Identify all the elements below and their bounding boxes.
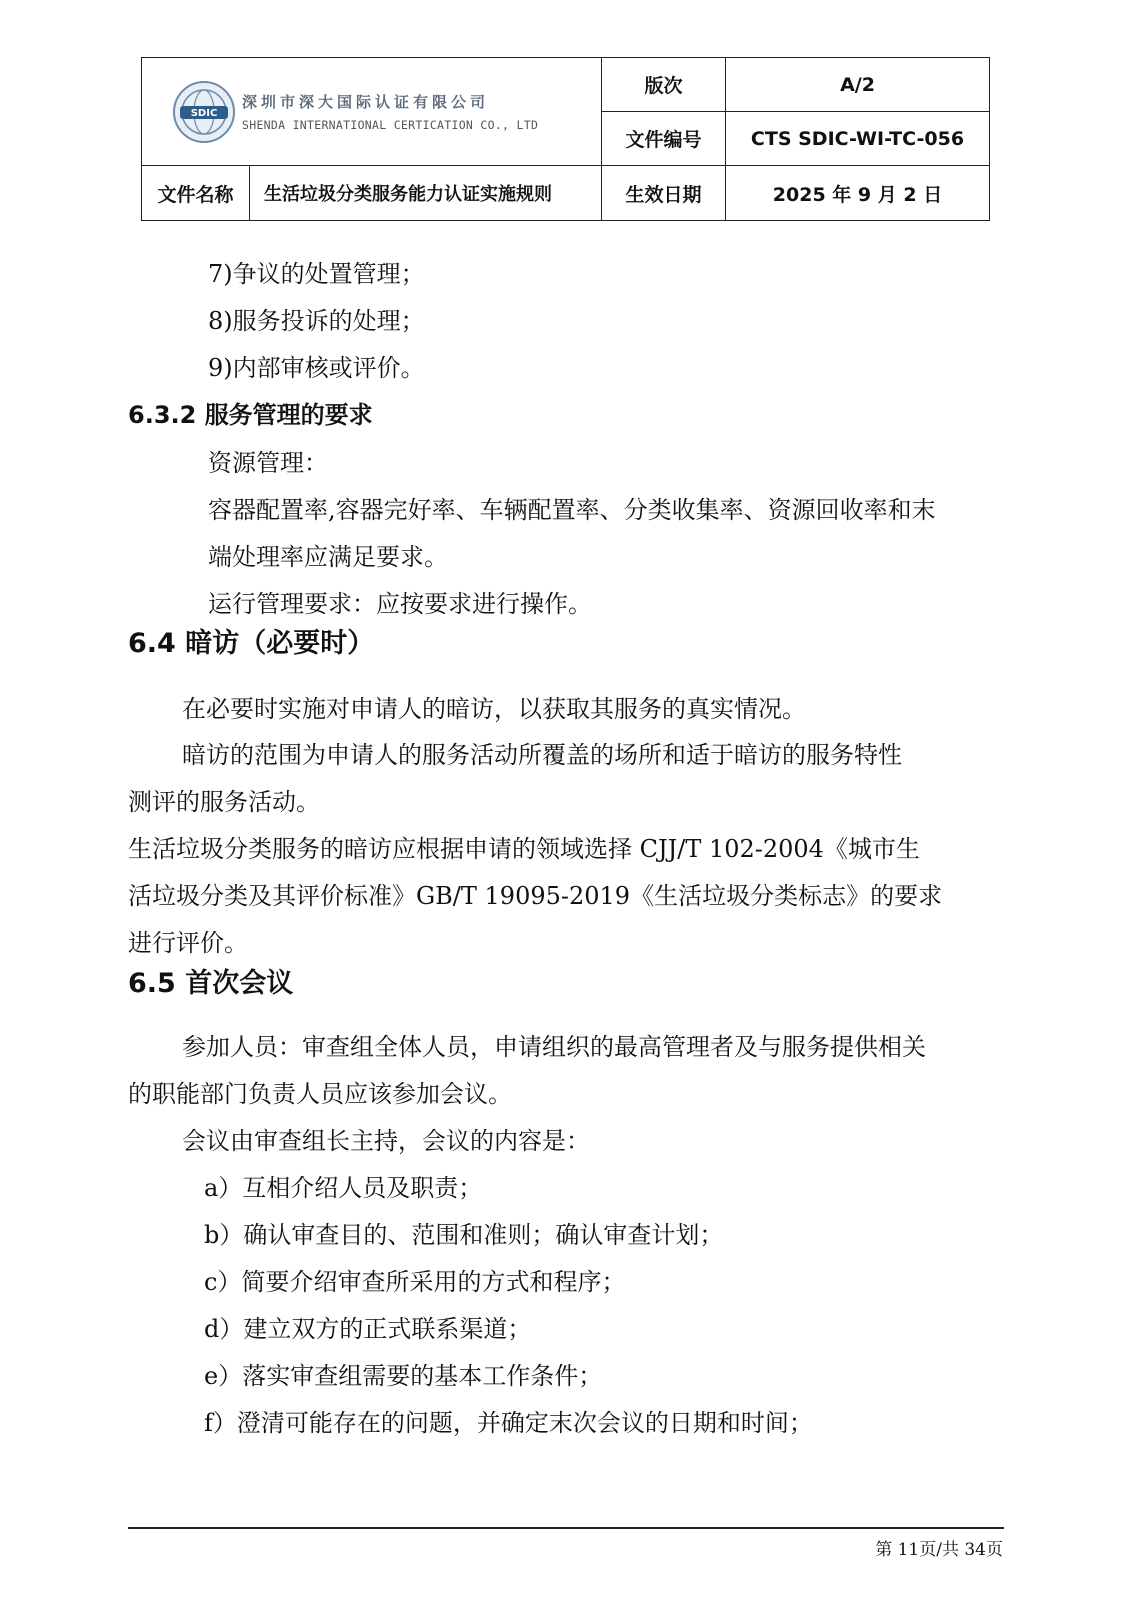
paragraph: 测评的服务活动。 <box>128 788 320 816</box>
list-item: 7)争议的处置管理； <box>208 260 425 288</box>
section-heading-6-5: 6.5 首次会议 <box>128 968 294 999</box>
company-name-cn: 深圳市深大国际认证有限公司 <box>242 93 490 111</box>
section-heading-6-4: 6.4 暗访（必要时） <box>128 628 375 659</box>
docno-value: CTS SDIC-WI-TC-056 <box>726 112 989 166</box>
paragraph: 暗访的范围为申请人的服务活动所覆盖的场所和适于暗访的服务特性 <box>182 741 902 769</box>
doc-name-label: 文件名称 <box>142 166 250 220</box>
paragraph: 参加人员：审查组全体人员，申请组织的最高管理者及与服务提供相关 <box>182 1033 926 1061</box>
list-item: e）落实审查组需要的基本工作条件； <box>204 1362 603 1390</box>
company-logo-icon <box>172 80 236 144</box>
paragraph: 的职能部门负责人员应该参加会议。 <box>128 1080 512 1108</box>
paragraph: 在必要时实施对申请人的暗访，以获取其服务的真实情况。 <box>182 695 806 723</box>
list-item: a）互相介绍人员及职责； <box>204 1174 483 1202</box>
paragraph: 活垃圾分类及其评价标准》GB/T 19095-2019《生活垃圾分类标志》的要求 <box>128 882 943 910</box>
paragraph: 容器配置率,容器完好率、车辆配置率、分类收集率、资源回收率和末 <box>208 496 936 524</box>
doc-name-value: 生活垃圾分类服务能力认证实施规则 <box>250 166 602 220</box>
paragraph: 端处理率应满足要求。 <box>208 543 448 571</box>
list-item: c）简要介绍审查所采用的方式和程序； <box>204 1268 626 1296</box>
company-name-en: SHENDA INTERNATIONAL CERTICATION CO., LTD <box>242 118 539 132</box>
list-item: 8)服务投诉的处理； <box>208 307 425 335</box>
paragraph: 资源管理： <box>208 449 328 477</box>
effective-date-label: 生效日期 <box>602 166 726 220</box>
section-heading-6-3-2: 6.3.2 服务管理的要求 <box>128 401 373 429</box>
list-item: b）确认审查目的、范围和准则；确认审查计划； <box>204 1221 724 1249</box>
docno-label: 文件编号 <box>602 112 726 166</box>
paragraph: 会议由审查组长主持，会议的内容是： <box>182 1127 590 1155</box>
svg-text:SDIC: SDIC <box>190 107 218 119</box>
page-number: 第 11页/共 34页 <box>875 1540 1003 1560</box>
paragraph: 运行管理要求：应按要求进行操作。 <box>208 590 592 618</box>
version-label: 版次 <box>602 58 726 112</box>
list-item: d）建立双方的正式联系渠道； <box>204 1315 532 1343</box>
list-item: 9)内部审核或评价。 <box>208 354 425 382</box>
paragraph: 进行评价。 <box>128 929 248 957</box>
company-logo-block <box>142 58 602 166</box>
paragraph: 生活垃圾分类服务的暗访应根据申请的领域选择 CJJ/T 102-2004《城市生 <box>128 835 920 863</box>
effective-date-value: 2025 年 9 月 2 日 <box>772 183 943 206</box>
footer-divider <box>128 1527 1004 1529</box>
version-value: A/2 <box>726 58 989 112</box>
list-item: f）澄清可能存在的问题，并确定末次会议的日期和时间； <box>204 1409 813 1437</box>
document-header-table <box>141 57 990 221</box>
